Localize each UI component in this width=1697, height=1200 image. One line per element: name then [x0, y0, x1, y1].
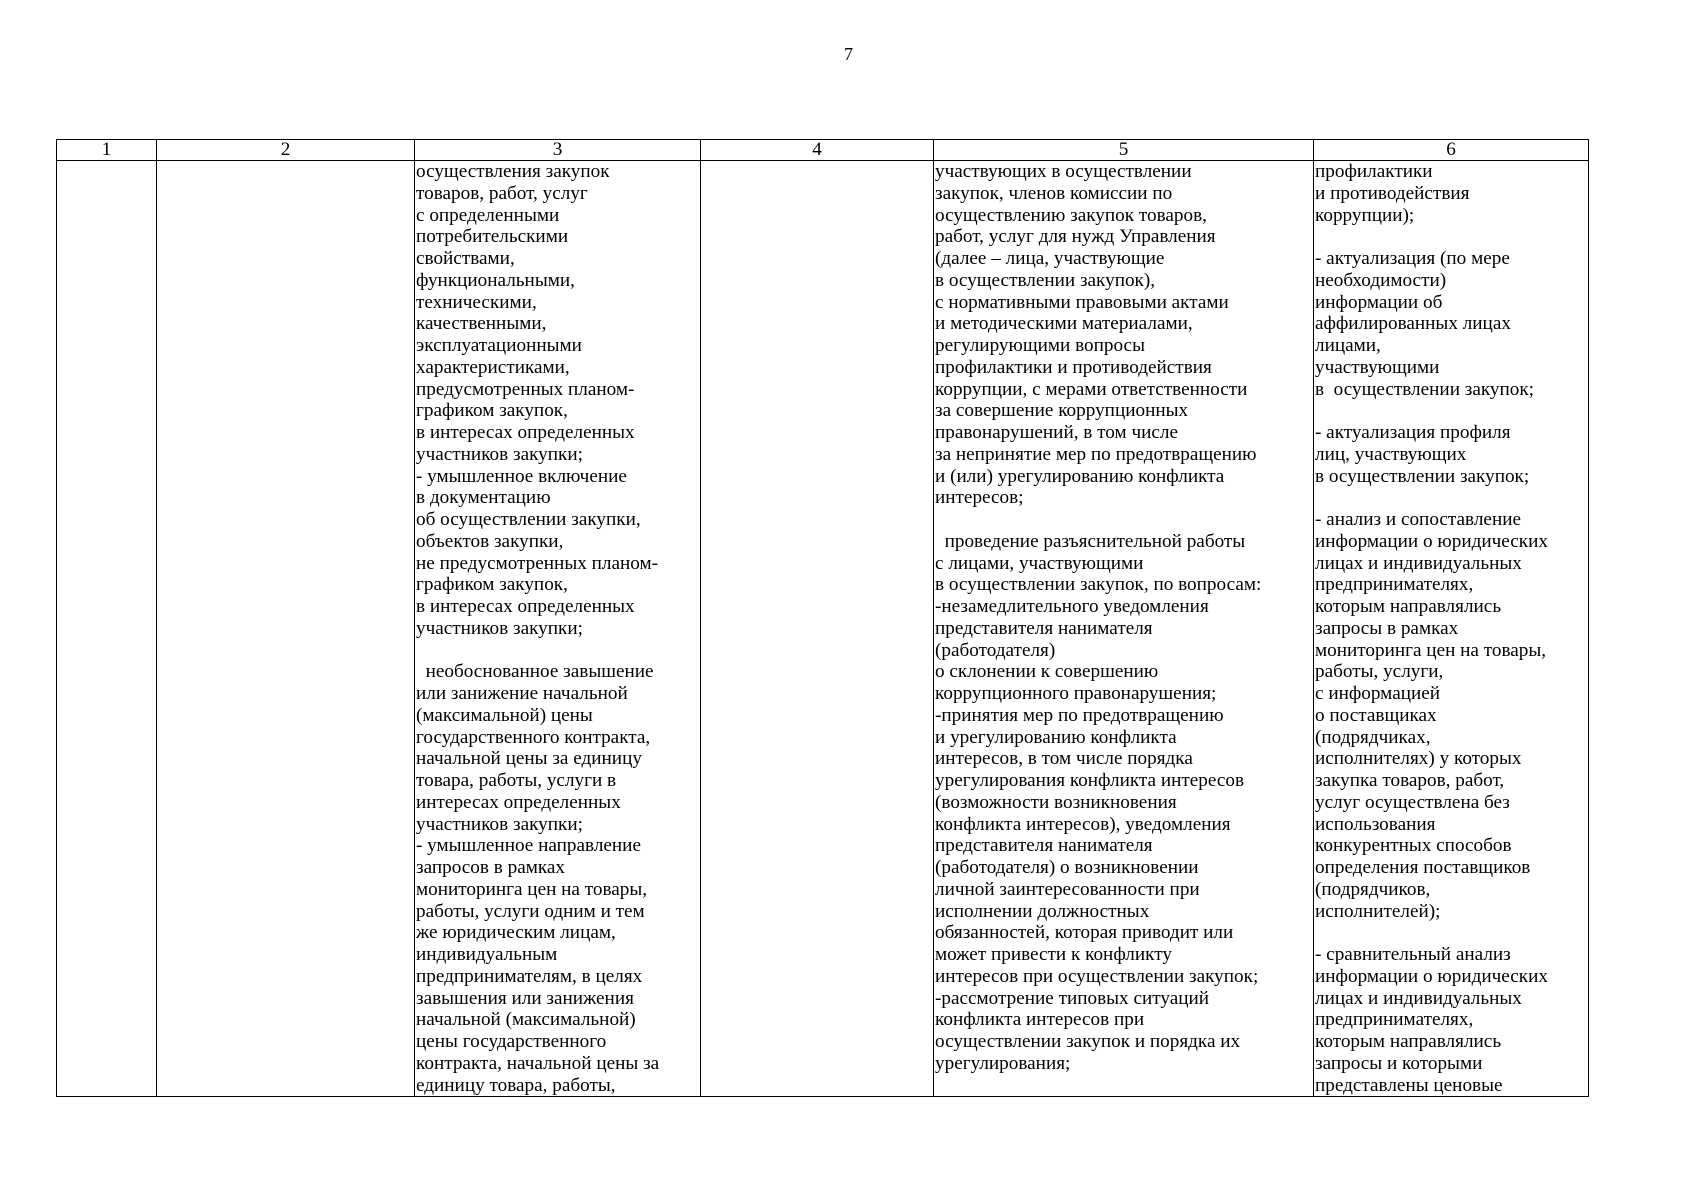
cell-text-col6: профилактики и противодействия коррупции); - актуализация (по мере необходимости) информации об аффилированных лицах лицами, участвующими в осуществлении закупок; - актуализация профиля лиц, участвующих в осуществлении закупок; - анализ и сопоставление информации о юридических лицах и индивидуальных предпринимателях, которым направлялись запросы в рамках мониторинга цен на товары, работы, услуги, с информацией о поставщиках (подрядчиках, исполнителях) у которых закупка товаров, работ, услуг осуществлена без использования конкурентных способов определения поставщиков (подрядчиков, исполнителей); - сравнительный анализ информации о юридических лицах и индивидуальных предпринимателях, которым направлялись запросы и которыми представлены ценовые	[1315, 161, 1548, 1096]
table-header-row	[57, 140, 1589, 161]
table-cell	[1314, 161, 1589, 1097]
table-cell	[934, 161, 1314, 1097]
document-table	[56, 139, 1589, 1097]
column-header: 5	[934, 140, 1314, 161]
table-cell	[415, 161, 701, 1097]
column-header: 4	[701, 140, 934, 161]
column-header: 6	[1314, 140, 1589, 161]
column-header: 3	[415, 140, 701, 161]
cell-text-col5: участвующих в осуществлении закупок, членов комиссии по осуществлению закупок товаров, работ, услуг для нужд Управления (далее – лица, участвующие в осуществлении закупок), с нормативными правовыми актами и методическими материалами, регулирующими вопросы профилактики и противодействия коррупции, с мерами ответственности за совершение коррупционных правонарушений, в том числе за непринятие мер по предотвращению и (или) урегулированию конфликта интересов; проведение разъяснительной работы с лицами, участвующими в осуществлении закупок, по вопросам: -незамедлительного уведомления представителя нанимателя (работодателя) о склонении к совершению коррупционного правонарушения; -принятия мер по предотвращению и урегулированию конфликта интересов, в том числе порядка урегулирования конфликта интересов (возможности возникновения конфликта интересов), уведомления представителя нанимателя (работодателя) о возникновении личной заинтересованности при исполнении должностных обязанностей, которая приводит или может привести к конфликту интересов при осуществлении закупок; -рассмотрение типовых ситуаций конфликта интересов при осуществлении закупок и порядка их урегулирования;	[935, 161, 1262, 1074]
page-number: 7	[844, 44, 853, 64]
column-header: 1	[57, 140, 157, 161]
table-cell	[57, 161, 157, 1097]
cell-text-col3: осуществления закупок товаров, работ, услуг с определенными потребительскими свойствами, функциональными, техническими, качественными, эксплуатационными характеристиками, предусмотренных планом- графиком закупок, в интересах определенных участников закупки; - умышленное включение в документацию об осуществлении закупки, объектов закупки, не предусмотренных планом- графиком закупок, в интересах определенных участников закупки; необоснованное завышение или занижение начальной (максимальной) цены государственного контракта, начальной цены за единицу товара, работы, услуги в интересах определенных участников закупки; - умышленное направление запросов в рамках мониторинга цен на товары, работы, услуги одним и тем же юридическим лицам, индивидуальным предпринимателям, в целях завышения или занижения начальной (максимальной) цены государственного контракта, начальной цены за единицу товара, работы,	[416, 161, 660, 1096]
table-cell	[157, 161, 415, 1097]
column-header: 2	[157, 140, 415, 161]
table-cell	[701, 161, 934, 1097]
table-row	[57, 161, 1589, 1097]
